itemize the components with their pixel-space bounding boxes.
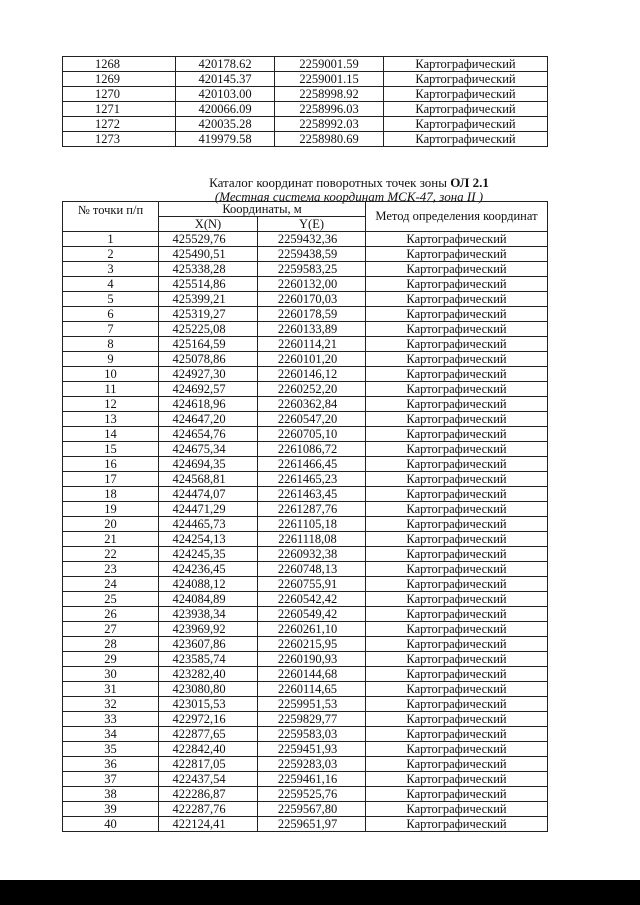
y-coordinate-cell: 2260101,20 [258, 352, 366, 367]
point-number-cell: 12 [63, 397, 159, 412]
point-number-cell: 39 [63, 802, 159, 817]
method-cell: Картографический [366, 472, 548, 487]
point-number-cell: 30 [63, 667, 159, 682]
method-cell: Картографический [384, 87, 548, 102]
y-coordinate-cell: 2259567,80 [258, 802, 366, 817]
table-row [63, 292, 548, 307]
y-coordinate-cell: 2260133,89 [258, 322, 366, 337]
y-coordinate-cell: 2261466,45 [258, 457, 366, 472]
point-number-cell: 5 [63, 292, 159, 307]
method-cell: Картографический [366, 592, 548, 607]
y-coordinate-cell: 2260362,84 [258, 397, 366, 412]
y-coordinate-cell: 2259461,16 [258, 772, 366, 787]
x-coordinate-cell: 424675,34 [159, 442, 258, 457]
method-cell: Картографический [366, 817, 548, 832]
method-cell: Картографический [366, 397, 548, 412]
x-coordinate-cell: 419979.58 [176, 132, 275, 147]
table-row [63, 787, 548, 802]
method-cell: Картографический [366, 607, 548, 622]
table-row [63, 547, 548, 562]
y-coordinate-cell: 2261463,45 [258, 487, 366, 502]
point-number-cell: 38 [63, 787, 159, 802]
y-coordinate-cell: 2260748,13 [258, 562, 366, 577]
caption-subtitle: (Местная система координат МСК-47, зона II ) [214, 189, 484, 204]
x-coordinate-cell: 422972,16 [159, 712, 258, 727]
x-coordinate-cell: 424465,73 [159, 517, 258, 532]
x-coordinate-cell: 424692,57 [159, 382, 258, 397]
method-cell: Картографический [366, 577, 548, 592]
point-number-cell: 36 [63, 757, 159, 772]
y-coordinate-cell: 2258996.03 [275, 102, 384, 117]
table-row [63, 277, 548, 292]
y-coordinate-cell: 2260542,42 [258, 592, 366, 607]
x-coordinate-cell: 425338,28 [159, 262, 258, 277]
table-row [63, 577, 548, 592]
table-row [63, 57, 548, 72]
method-cell: Картографический [384, 132, 548, 147]
method-cell: Картографический [366, 772, 548, 787]
point-number-cell: 32 [63, 697, 159, 712]
point-number-cell: 9 [63, 352, 159, 367]
header-x: X(N) [159, 217, 258, 232]
y-coordinate-cell: 2258992.03 [275, 117, 384, 132]
method-cell: Картографический [366, 712, 548, 727]
x-coordinate-cell: 422842,40 [159, 742, 258, 757]
header-y: Y(E) [258, 217, 366, 232]
method-cell: Картографический [384, 102, 548, 117]
method-cell: Картографический [366, 622, 548, 637]
table-row [63, 532, 548, 547]
catalog-caption [0, 176, 640, 204]
caption-title-line [58, 176, 640, 190]
table-row [63, 442, 548, 457]
x-coordinate-cell: 422287,76 [159, 802, 258, 817]
point-number-cell: 1269 [63, 72, 176, 87]
table-row [63, 502, 548, 517]
method-cell: Картографический [384, 57, 548, 72]
table-row [63, 322, 548, 337]
table-row [63, 562, 548, 577]
x-coordinate-cell: 422124,41 [159, 817, 258, 832]
table-row [63, 472, 548, 487]
y-coordinate-cell: 2259001.59 [275, 57, 384, 72]
coordinates-table-body [63, 232, 548, 832]
y-coordinate-cell: 2260252,20 [258, 382, 366, 397]
x-coordinate-cell: 420103.00 [176, 87, 275, 102]
point-number-cell: 20 [63, 517, 159, 532]
table-row [63, 727, 548, 742]
x-coordinate-cell: 420145.37 [176, 72, 275, 87]
table-row [63, 382, 548, 397]
coordinates-table-header [63, 202, 548, 232]
table-row [63, 592, 548, 607]
y-coordinate-cell: 2258998.92 [275, 87, 384, 102]
point-number-cell: 1273 [63, 132, 176, 147]
x-coordinate-cell: 424927,30 [159, 367, 258, 382]
method-cell: Картографический [366, 382, 548, 397]
point-number-cell: 37 [63, 772, 159, 787]
y-coordinate-cell: 2260755,91 [258, 577, 366, 592]
table-row [63, 757, 548, 772]
method-cell: Картографический [366, 442, 548, 457]
table-row [63, 487, 548, 502]
method-cell: Картографический [366, 802, 548, 817]
x-coordinate-cell: 425490,51 [159, 247, 258, 262]
point-number-cell: 24 [63, 577, 159, 592]
scan-bottom-edge [0, 880, 640, 905]
table-row [63, 772, 548, 787]
x-coordinate-cell: 422286,87 [159, 787, 258, 802]
method-cell: Картографический [366, 412, 548, 427]
point-number-cell: 40 [63, 817, 159, 832]
table-row [63, 742, 548, 757]
method-cell: Картографический [366, 487, 548, 502]
table-row [63, 712, 548, 727]
point-number-cell: 1272 [63, 117, 176, 132]
point-number-cell: 1271 [63, 102, 176, 117]
x-coordinate-cell: 424471,29 [159, 502, 258, 517]
x-coordinate-cell: 424236,45 [159, 562, 258, 577]
point-number-cell: 21 [63, 532, 159, 547]
point-number-cell: 6 [63, 307, 159, 322]
x-coordinate-cell: 425529,76 [159, 232, 258, 247]
y-coordinate-cell: 2260261,10 [258, 622, 366, 637]
point-number-cell: 22 [63, 547, 159, 562]
y-coordinate-cell: 2260114,21 [258, 337, 366, 352]
table-row [63, 367, 548, 382]
method-cell: Картографический [366, 562, 548, 577]
method-cell: Картографический [384, 117, 548, 132]
method-cell: Картографический [366, 322, 548, 337]
y-coordinate-cell: 2261086,72 [258, 442, 366, 457]
table-row [63, 397, 548, 412]
x-coordinate-cell: 423585,74 [159, 652, 258, 667]
x-coordinate-cell: 424474,07 [159, 487, 258, 502]
y-coordinate-cell: 2260146,12 [258, 367, 366, 382]
point-number-cell: 13 [63, 412, 159, 427]
point-number-cell: 7 [63, 322, 159, 337]
x-coordinate-cell: 420035.28 [176, 117, 275, 132]
point-number-cell: 16 [63, 457, 159, 472]
header-method: Метод определения координат [366, 202, 548, 232]
method-cell: Картографический [366, 532, 548, 547]
table-row [63, 607, 548, 622]
method-cell: Картографический [366, 352, 548, 367]
continuation-table [62, 56, 548, 147]
y-coordinate-cell: 2259651,97 [258, 817, 366, 832]
y-coordinate-cell: 2261465,23 [258, 472, 366, 487]
y-coordinate-cell: 2261118,08 [258, 532, 366, 547]
x-coordinate-cell: 425164,59 [159, 337, 258, 352]
method-cell: Картографический [366, 247, 548, 262]
point-number-cell: 35 [63, 742, 159, 757]
x-coordinate-cell: 424084,89 [159, 592, 258, 607]
method-cell: Картографический [366, 697, 548, 712]
x-coordinate-cell: 424568,81 [159, 472, 258, 487]
x-coordinate-cell: 422877,65 [159, 727, 258, 742]
table-row [63, 102, 548, 117]
method-cell: Картографический [366, 667, 548, 682]
method-cell: Картографический [366, 637, 548, 652]
table-row [63, 72, 548, 87]
y-coordinate-cell: 2259001.15 [275, 72, 384, 87]
table-row [63, 132, 548, 147]
x-coordinate-cell: 424088,12 [159, 577, 258, 592]
method-cell: Картографический [366, 757, 548, 772]
y-coordinate-cell: 2259451,93 [258, 742, 366, 757]
point-number-cell: 8 [63, 337, 159, 352]
table-row [63, 457, 548, 472]
point-number-cell: 33 [63, 712, 159, 727]
point-number-cell: 2 [63, 247, 159, 262]
y-coordinate-cell: 2260215,95 [258, 637, 366, 652]
method-cell: Картографический [366, 427, 548, 442]
table-row [63, 412, 548, 427]
table-row [63, 247, 548, 262]
x-coordinate-cell: 423607,86 [159, 637, 258, 652]
point-number-cell: 27 [63, 622, 159, 637]
point-number-cell: 14 [63, 427, 159, 442]
table-row [63, 622, 548, 637]
coordinates-table [62, 201, 548, 832]
y-coordinate-cell: 2260705,10 [258, 427, 366, 442]
table-row [63, 817, 548, 832]
y-coordinate-cell: 2260114,65 [258, 682, 366, 697]
y-coordinate-cell: 2259283,03 [258, 757, 366, 772]
x-coordinate-cell: 420066.09 [176, 102, 275, 117]
method-cell: Картографический [366, 727, 548, 742]
y-coordinate-cell: 2260547,20 [258, 412, 366, 427]
point-number-cell: 17 [63, 472, 159, 487]
table-row [63, 427, 548, 442]
x-coordinate-cell: 420178.62 [176, 57, 275, 72]
table-row [63, 262, 548, 277]
table-row [63, 637, 548, 652]
point-number-cell: 3 [63, 262, 159, 277]
x-coordinate-cell: 424694,35 [159, 457, 258, 472]
point-number-cell: 15 [63, 442, 159, 457]
table-row [63, 697, 548, 712]
table-row [63, 352, 548, 367]
y-coordinate-cell: 2259829,77 [258, 712, 366, 727]
table-row [63, 667, 548, 682]
x-coordinate-cell: 422817,05 [159, 757, 258, 772]
y-coordinate-cell: 2260178,59 [258, 307, 366, 322]
x-coordinate-cell: 423938,34 [159, 607, 258, 622]
y-coordinate-cell: 2259583,25 [258, 262, 366, 277]
y-coordinate-cell: 2260170,03 [258, 292, 366, 307]
y-coordinate-cell: 2258980.69 [275, 132, 384, 147]
table-row [63, 232, 548, 247]
y-coordinate-cell: 2260190,93 [258, 652, 366, 667]
method-cell: Картографический [366, 292, 548, 307]
point-number-cell: 10 [63, 367, 159, 382]
x-coordinate-cell: 424245,35 [159, 547, 258, 562]
method-cell: Картографический [366, 652, 548, 667]
method-cell: Картографический [366, 337, 548, 352]
header-row-1 [63, 202, 548, 217]
y-coordinate-cell: 2259583,03 [258, 727, 366, 742]
x-coordinate-cell: 423080,80 [159, 682, 258, 697]
x-coordinate-cell: 424647,20 [159, 412, 258, 427]
table-row [63, 652, 548, 667]
method-cell: Картографический [366, 682, 548, 697]
point-number-cell: 26 [63, 607, 159, 622]
y-coordinate-cell: 2259438,59 [258, 247, 366, 262]
point-number-cell: 34 [63, 727, 159, 742]
continuation-table-body [63, 57, 548, 147]
x-coordinate-cell: 424618,96 [159, 397, 258, 412]
y-coordinate-cell: 2260549,42 [258, 607, 366, 622]
x-coordinate-cell: 423969,92 [159, 622, 258, 637]
y-coordinate-cell: 2261105,18 [258, 517, 366, 532]
table-row [63, 117, 548, 132]
caption-zone: ОЛ 2.1 [450, 175, 489, 190]
point-number-cell: 31 [63, 682, 159, 697]
x-coordinate-cell: 423015,53 [159, 697, 258, 712]
point-number-cell: 28 [63, 637, 159, 652]
y-coordinate-cell: 2260132,00 [258, 277, 366, 292]
point-number-cell: 1268 [63, 57, 176, 72]
method-cell: Картографический [366, 787, 548, 802]
point-number-cell: 25 [63, 592, 159, 607]
method-cell: Картографический [366, 517, 548, 532]
x-coordinate-cell: 425225,08 [159, 322, 258, 337]
method-cell: Картографический [366, 307, 548, 322]
point-number-cell: 4 [63, 277, 159, 292]
method-cell: Картографический [366, 547, 548, 562]
method-cell: Картографический [366, 502, 548, 517]
y-coordinate-cell: 2261287,76 [258, 502, 366, 517]
header-point-number: № точки п/п [63, 202, 159, 232]
point-number-cell: 1270 [63, 87, 176, 102]
point-number-cell: 18 [63, 487, 159, 502]
table-row [63, 682, 548, 697]
point-number-cell: 23 [63, 562, 159, 577]
x-coordinate-cell: 423282,40 [159, 667, 258, 682]
x-coordinate-cell: 424254,13 [159, 532, 258, 547]
x-coordinate-cell: 425514,86 [159, 277, 258, 292]
y-coordinate-cell: 2259951,53 [258, 697, 366, 712]
x-coordinate-cell: 425078,86 [159, 352, 258, 367]
y-coordinate-cell: 2260932,38 [258, 547, 366, 562]
table-row [63, 307, 548, 322]
method-cell: Картографический [384, 72, 548, 87]
table-row [63, 87, 548, 102]
method-cell: Картографический [366, 262, 548, 277]
method-cell: Картографический [366, 457, 548, 472]
table-row [63, 337, 548, 352]
caption-title: Каталог координат поворотных точек зоны [209, 175, 451, 190]
x-coordinate-cell: 422437,54 [159, 772, 258, 787]
table-row [63, 802, 548, 817]
y-coordinate-cell: 2259432,36 [258, 232, 366, 247]
x-coordinate-cell: 425399,21 [159, 292, 258, 307]
point-number-cell: 11 [63, 382, 159, 397]
point-number-cell: 19 [63, 502, 159, 517]
x-coordinate-cell: 425319,27 [159, 307, 258, 322]
table-row [63, 517, 548, 532]
method-cell: Картографический [366, 367, 548, 382]
header-coordinates: Координаты, м [159, 202, 366, 217]
method-cell: Картографический [366, 742, 548, 757]
point-number-cell: 1 [63, 232, 159, 247]
method-cell: Картографический [366, 232, 548, 247]
y-coordinate-cell: 2260144,68 [258, 667, 366, 682]
x-coordinate-cell: 424654,76 [159, 427, 258, 442]
point-number-cell: 29 [63, 652, 159, 667]
method-cell: Картографический [366, 277, 548, 292]
y-coordinate-cell: 2259525,76 [258, 787, 366, 802]
